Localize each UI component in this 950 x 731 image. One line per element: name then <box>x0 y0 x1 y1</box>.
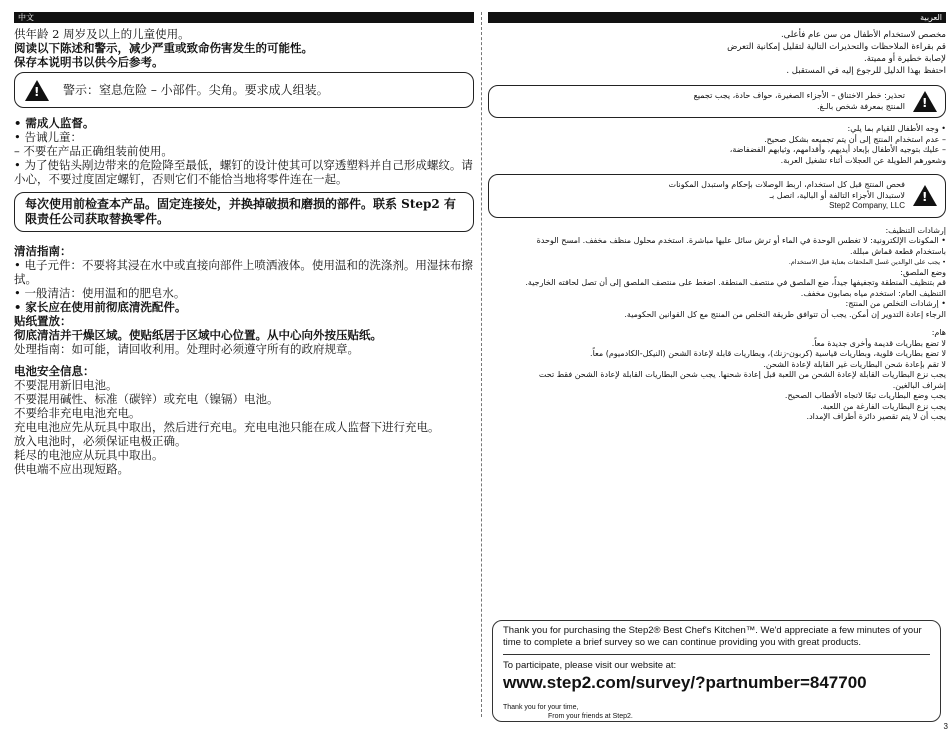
zh-battery-line: 耗尽的电池应从玩具中取出。 <box>14 448 164 462</box>
ar-battery-line: لا تضع بطاريات قلوية، وبطاريات قياسية (كربون-زنك)، وبطاريات قابلة لإعادة الشحن (النيكل-الكادميوم) معاً. <box>590 349 946 358</box>
survey-box <box>492 620 941 722</box>
zh-choking-text: 警示：窒息危险 – 小部件。尖角。要求成人组装。 <box>63 83 329 97</box>
warning-triangle-icon: ! <box>25 80 49 101</box>
zh-electronics: • 电子元件：不要将其浸在水中或直接向部件上喷洒液体。使用温和的洗涤剂。用湿抹布擦拭。 <box>14 258 473 286</box>
zh-disposal: 处理指南：如可能，请回收利用。处理时必须遵守所有的政府规章。 <box>14 342 359 356</box>
survey-url-link[interactable]: www.step2.com/survey/?partnumber=847700 <box>503 673 867 692</box>
ar-cleaning-line: • المكونات الإلكترونية: لا تغطس الوحدة في الماء أو ترش سائل عليها مباشرة. استخدم محلول منظف مخفف. امسح الوحدة <box>536 236 946 245</box>
zh-warn-kids: • 告诫儿童： <box>14 130 82 144</box>
ar-sticker-line: التنظيف العام: استخدم مياه بصابون مخفف. <box>800 288 946 298</box>
zh-age: 供年龄 2 周岁及以上的儿童使用。 <box>14 27 190 41</box>
zh-battery-line: 不要混用新旧电池。 <box>14 378 118 392</box>
ar-intro-line: احتفظ بهذا الدليل للرجوع إليه في المستقبل . <box>786 66 946 76</box>
chinese-language-label: 中文 <box>14 12 474 23</box>
zh-choking-warning-box <box>14 72 474 108</box>
ar-warning-line: تحذير: خطر الاختناق – الأجزاء الصغيرة، حواف حادة، يجب تجميع <box>693 91 905 100</box>
ar-intro-line: قم بقراءة الملاحظات والتحذيرات التالية لتقليل إمكانية التعرض <box>727 42 946 52</box>
ar-instruct-line: • وجه الأطفال للقيام بما يلي: <box>847 124 946 133</box>
ar-sticker-line: قم بتنظيف المنطقة وتجفيفها جيداً، ضع الملصق في منتصف المنطقة. اضغط على منتصف الملصق إلى أن تصل لحافته الخارجية. <box>525 278 946 287</box>
warning-triangle-icon: ! <box>913 185 937 206</box>
page-number: 3 <box>943 722 948 731</box>
ar-battery-line: إشراف البالغين. <box>892 380 946 390</box>
chinese-column <box>14 12 474 476</box>
zh-battery-line: 不要混用碱性、标准（碳锌）或充电（镍镉）电池。 <box>14 392 279 406</box>
ar-check-line: فحص المنتج قبل كل استخدام، اربط الوصلات بإحكام واستبدل المكونات <box>668 180 905 189</box>
survey-signoff: Thank you for your time, <box>503 704 579 711</box>
zh-battery-line: 供电端不应出现短路。 <box>14 462 129 476</box>
ar-intro-line: مخصص لاستخدام الأطفال من سن عام فأعلى. <box>780 30 946 40</box>
zh-drill: • 为了使钻头剐边带来的危险降至最低，螺钉的设计使其可以穿透塑料并自己形成螺纹。请小心，不要过度固定螺钉，否则它们不能恰当地将零件连在一起。 <box>14 158 473 186</box>
ar-instruct-line: – عليك بتوجيه الأطفال بإبعاد أيديهم، وأقدامهم، وثيابهم الفضفاضة، <box>729 145 946 154</box>
column-divider <box>481 12 482 717</box>
zh-sticker-text: 彻底清洁并干燥区域。使贴纸居于区域中心位置。从中心向外按压贴纸。 <box>14 328 382 342</box>
ar-instruct-line: وشعورهم الطويلة عن العجلات أثناء تشغيل العربة. <box>780 155 946 165</box>
ar-battery-line: لا تضع بطاريات قديمة وأخرى جديدة معاً. <box>811 338 946 348</box>
ar-sticker-line: وضع الملصق: <box>900 267 946 277</box>
ar-choking-warning-box <box>488 85 946 118</box>
survey-participate: To participate, please visit our website at: <box>503 660 677 671</box>
survey-thanks: Thank you for purchasing the Step2® Best Chef's Kitchen™. We'd appreciate a few minutes of your time to complete a brief survey so we can continue providing you with great products. <box>503 625 922 648</box>
zh-supervision: • 需成人监督。 <box>14 116 95 130</box>
zh-read-warning: 阅读以下陈述和警示，减少严重或致命伤害发生的可能性。 <box>14 41 313 55</box>
zh-battery-line: 不要给非充电电池充电。 <box>14 406 141 420</box>
ar-battery-line: هام: <box>931 328 946 337</box>
ar-company: Step2 Company, LLC <box>829 201 905 210</box>
zh-check-box <box>14 192 474 232</box>
ar-battery-line: يجب أن لا يتم تقصير دائرة أطراف الإمداد. <box>806 412 946 421</box>
zh-check-text: 每次使用前检查本产品。固定连接处，并换掉破损和磨损的部件。联系 Step2 有限责任公司获取替换零件。 <box>25 197 456 226</box>
zh-sticker-title: 贴纸置放： <box>14 314 72 328</box>
ar-cleaning-line: باستخدام قطعة قماش مبللة. <box>850 246 946 256</box>
ar-check-box <box>488 174 946 218</box>
zh-keep-manual: 保存本说明书以供今后参考。 <box>14 55 164 69</box>
zh-cleaning-title: 清洁指南： <box>14 244 72 258</box>
ar-parents-note: • يجب على الوالدين غسل الملحقات بعناية قبل الاستخدام. <box>788 258 946 266</box>
ar-cleaning-line: إرشادات التنظيف: <box>885 225 946 235</box>
ar-battery-line: لا تقم بإعادة شحن البطاريات غير القابلة لإعادة الشحن. <box>763 359 946 369</box>
ar-sticker-line: الرجاء إعادة التدوير إن أمكن. يجب أن تتوافق طريقة التخلص من المنتج مع كل القوانين الحكومية. <box>624 309 946 319</box>
ar-warning-line: المنتج بمعرفة شخص بالـغ. <box>816 101 905 111</box>
zh-battery-title: 电池安全信息： <box>14 364 95 378</box>
zh-general-clean: • 一般清洁：使用温和的肥皂水。 <box>14 286 186 300</box>
ar-check-line: لاستبدال الأجزاء التالفة أو البالية، اتصل بـ <box>769 190 905 200</box>
survey-from: From your friends at Step2. <box>548 713 633 720</box>
zh-battery-line: 充电电池应先从玩具中取出，然后进行充电。充电电池只能在成人监督下进行充电。 <box>14 420 440 434</box>
zh-battery-line: 放入电池时，必须保证电极正确。 <box>14 434 187 448</box>
survey-divider <box>503 654 930 655</box>
ar-battery-line: يجب نزع البطاريات القابلة لإعادة الشحن من اللعبة قبل إعادة شحنها. يجب شحن البطاريات القابلة لإعادة الشحن فقط تحت <box>538 370 946 379</box>
ar-intro-line: لإصابة خطيرة أو مميتة. <box>864 54 946 64</box>
ar-sticker-line: • إرشادات التخلص من المنتج: <box>845 299 946 308</box>
ar-battery-line: يجب نزع البطاريات الفارغة من اللعبة. <box>820 401 946 411</box>
zh-parent-clean: • 家长应在使用前彻底清洗配件。 <box>14 300 187 314</box>
ar-battery-line: يجب وضع البطاريات تبعًا لاتجاه الأقطاب الصحيح. <box>784 391 946 400</box>
arabic-column <box>488 12 946 423</box>
zh-misuse: – 不要在产品正确组装前使用。 <box>14 144 173 158</box>
arabic-language-label: العربية <box>488 12 946 23</box>
warning-triangle-icon: ! <box>913 91 937 112</box>
ar-instruct-line: – عدم استخدام المنتج إلى أن يتم تجميعه بشكل صحيح. <box>764 134 946 144</box>
